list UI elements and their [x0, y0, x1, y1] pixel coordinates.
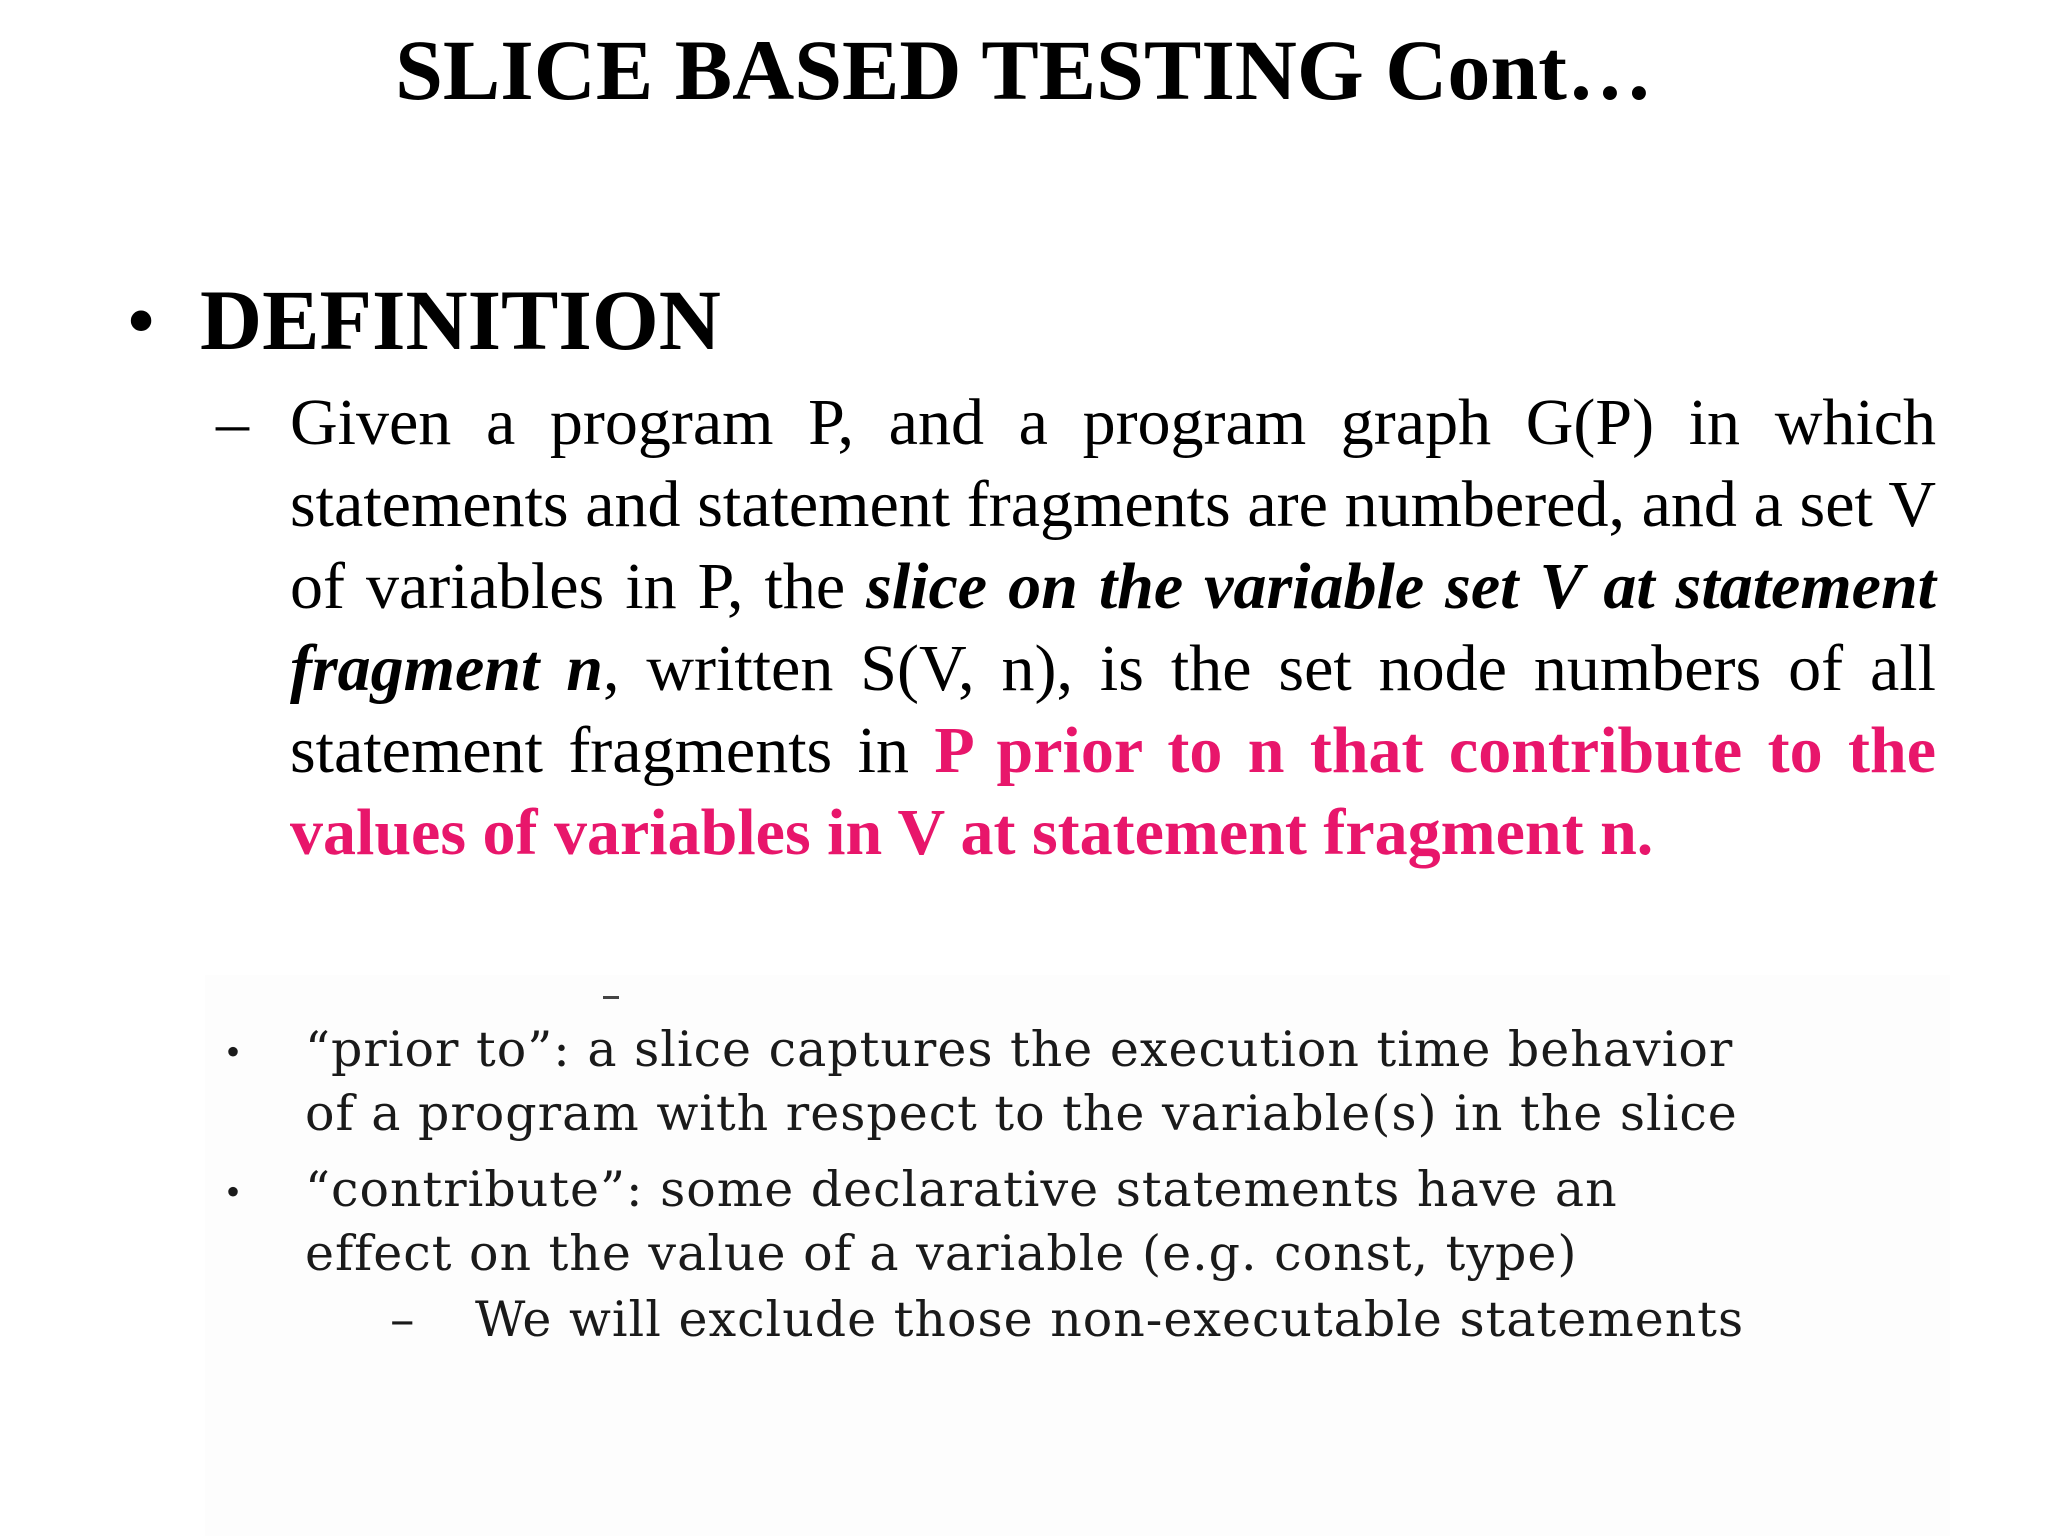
notes-bullet-contribute: • — [226, 1169, 241, 1214]
note-prior-line2: of a program with respect to the variable(s) in the slice — [305, 1085, 1738, 1142]
definition-heading — [126, 270, 721, 370]
note-contribute-line1: “contribute”: some declarative statements have an — [305, 1161, 1618, 1218]
definition-text-part2: , written S(V, n), is the set node numbers of all statement fragments in — [290, 632, 1936, 787]
note-sub-text: We will exclude those non-executable statements — [475, 1291, 1745, 1348]
definition-text — [290, 382, 1936, 874]
stray-mark — [603, 996, 619, 999]
note-sub-dash: – — [390, 1291, 416, 1348]
definition-text-part1: Given a program P, and a program graph G(P) in which statements and statement fragments are numbered, and a set V of variables in P, the — [290, 386, 1936, 623]
definition-dash: – — [216, 386, 249, 459]
definition-highlight: P prior to n that contribute to the values of variables in V at statement fragment n. — [290, 714, 1937, 869]
notes-bullet-prior: • — [226, 1029, 241, 1074]
definition-emphasis: slice on the variable set V at statement fragment n — [290, 550, 1936, 705]
note-prior-line1: “prior to”: a slice captures the execution time behavior — [305, 1021, 1734, 1078]
definition-paragraph — [216, 382, 1936, 874]
note-contribute-line2: effect on the value of a variable (e.g. const, type) — [305, 1225, 1578, 1282]
bullet-dot: • — [126, 272, 157, 368]
definition-heading-text: DEFINITION — [200, 272, 721, 368]
slide-title: SLICE BASED TESTING Cont… — [395, 22, 1653, 118]
